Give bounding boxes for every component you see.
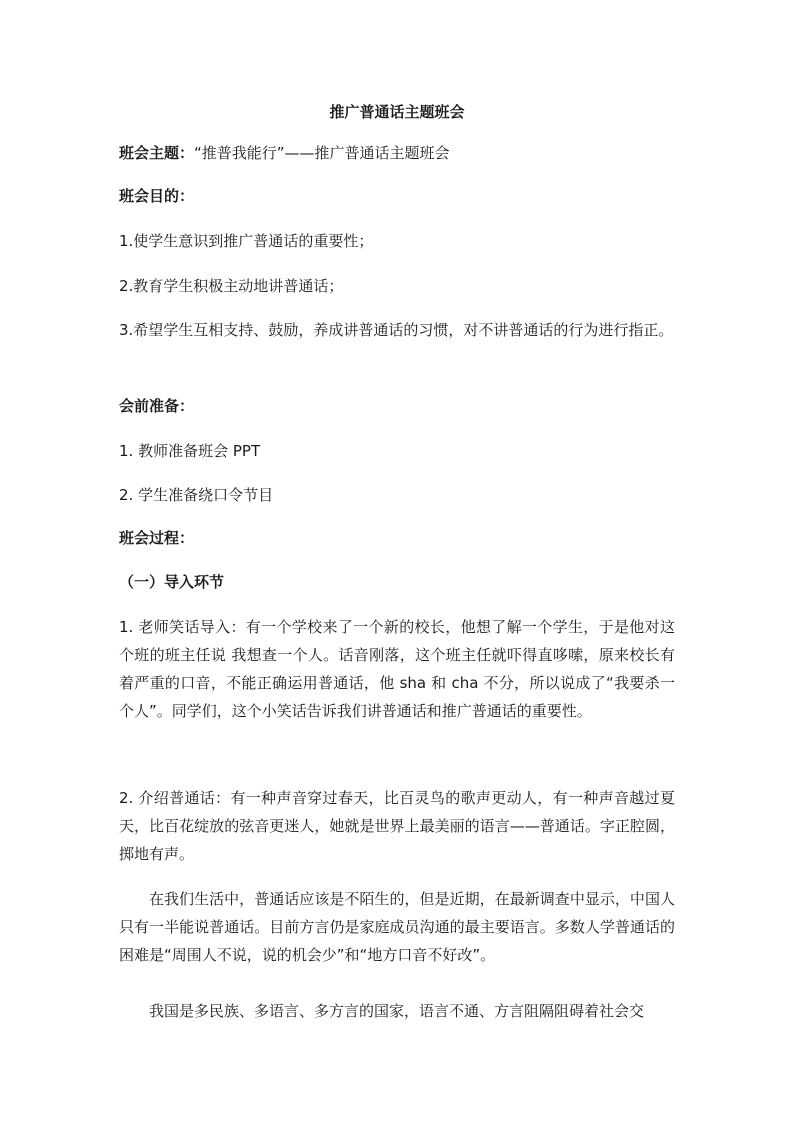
- prep-item-1-block: [119, 437, 675, 465]
- purpose-item-1-block: [119, 227, 675, 255]
- document-title: 推广普通话主题班会: [329, 103, 465, 121]
- process-heading-block: [119, 524, 675, 552]
- purpose-heading: 班会目的：: [119, 187, 195, 205]
- purpose-heading-block: [119, 182, 675, 210]
- theme-label: 班会主题：: [119, 144, 195, 162]
- paragraph-4: 我国是多民族、多语言、多方言的国家，语言不通、方言阻隔阻碍着社会交: [149, 1002, 645, 1020]
- purpose-item-2: 2.教育学生积极主动地讲普通话；: [119, 277, 344, 295]
- purpose-item-2-block: [119, 272, 675, 300]
- paragraph-1-block: [119, 613, 675, 725]
- prep-heading: 会前准备：: [119, 397, 195, 415]
- paragraph-2-block: [119, 784, 675, 868]
- prep-heading-block: [119, 392, 675, 420]
- paragraph-4-block: [119, 997, 675, 1025]
- prep-item-2: 2. 学生准备绕口令节目: [119, 486, 274, 504]
- purpose-item-1: 1.使学生意识到推广普通话的重要性；: [119, 232, 374, 250]
- prep-item-1: 1. 教师准备班会 PPT: [119, 442, 261, 460]
- process-heading: 班会过程：: [119, 529, 195, 547]
- paragraph-3: 在我们生活中，普通话应该是不陌生的，但是近期，在最新调查中显示，中国人只有一半能说普通话。目前方言仍是家庭成员沟通的最主要语言。多数人学普通话的困难是“周围人不说，说的机会少”和“地方口音不好改”。: [119, 890, 675, 964]
- purpose-item-3-block: [119, 316, 675, 344]
- theme-value: “推普我能行”——推广普通话主题班会: [194, 144, 450, 162]
- prep-item-2-block: [119, 481, 675, 509]
- section1-heading-block: [119, 568, 675, 596]
- paragraph-1: 1. 老师笑话导入：有一个学校来了一个新的校长，他想了解一个学生，于是他对这个班的班主任说 我想查一个人。话音刚落，这个班主任就吓得直哆嗦，原来校长有着严重的口音，不能正确运用普通话，他 sha 和 cha 不分，所以说成了“我要杀一个人”。同学们，这个小笑话告诉我们讲普通话和推广普通话的重要性。: [119, 618, 675, 720]
- paragraph-2: 2. 介绍普通话：有一种声音穿过春天，比百灵鸟的歌声更动人，有一种声音越过夏天，比百花绽放的弦音更迷人，她就是世界上最美丽的语言——普通话。字正腔圆，掷地有声。: [119, 789, 675, 863]
- theme-line: [119, 139, 675, 167]
- section1-heading: （一）导入环节: [119, 573, 225, 591]
- paragraph-3-block: [119, 885, 675, 969]
- purpose-item-3: 3.希望学生互相支持、鼓励，养成讲普通话的习惯，对不讲普通话的行为进行指正。: [119, 321, 674, 339]
